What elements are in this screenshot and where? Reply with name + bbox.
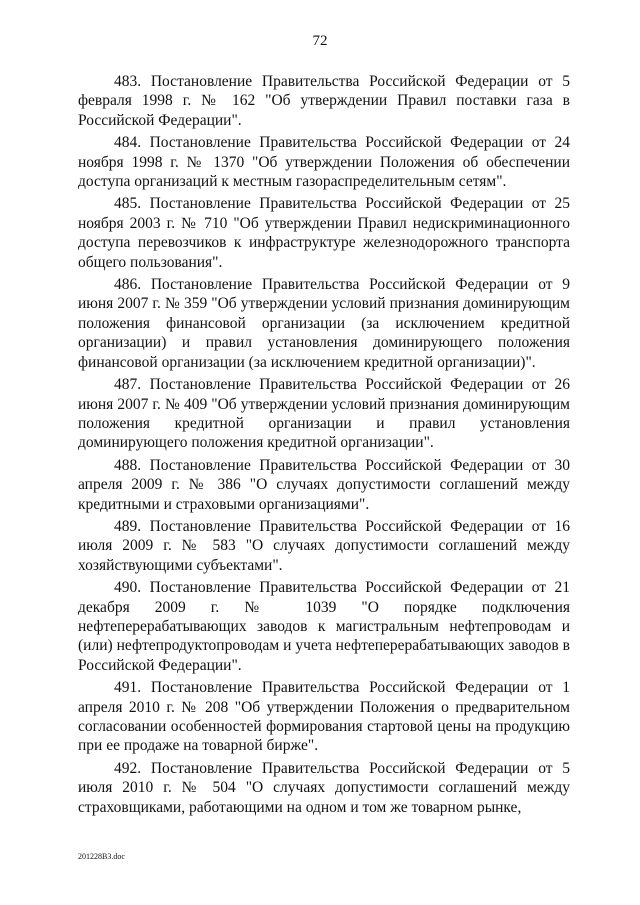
list-item: 491. Постановление Правительства Российской Федерации от 1 апреля 2010 г. № 208 "Об утверждении Положения о предварительном согласовании особенностей формирования стартовой цены на продукцию при ее продаже на товарной бирже". — [78, 679, 570, 755]
list-item: 484. Постановление Правительства Российской Федерации от 24 ноября 1998 г. № 1370 "Об утверждении Положения об обеспечении доступа организаций к местным газораспределительным сетям". — [78, 134, 570, 191]
list-item: 483. Постановление Правительства Российской Федерации от 5 февраля 1998 г. № 162 "Об утверждении Правил поставки газа в Российской Федерации". — [78, 73, 570, 129]
list-item: 485. Постановление Правительства Российской Федерации от 25 ноября 2003 г. № 710 "Об утверждении Правил недискриминационного доступа перевозчиков к инфраструктуре железнодорожного транспорта общего пользования". — [78, 195, 570, 271]
list-item: 488. Постановление Правительства Российской Федерации от 30 апреля 2009 г. № 386 "О случаях допустимости соглашений между кредитными и страховыми организациями". — [78, 456, 570, 513]
document-body — [78, 72, 570, 820]
list-item: 486. Постановление Правительства Российской Федерации от 9 июня 2007 г. № 359 "Об утверждении условий признания доминирующим положения финансовой организации (за исключением кредитной организации) и правил установления доминирующего положения финансовой организации (за исключением кредитной организации)". — [78, 276, 570, 371]
list-item: 490. Постановление Правительства Российской Федерации от 21 декабря 2009 г. № 1039 "О порядке подключения нефтеперерабатывающих заводов к магистральным нефтепроводам и (или) нефтепродуктопроводам и учета нефтеперерабатывающих заводов в Российской Федерации". — [78, 579, 570, 674]
list-item: 487. Постановление Правительства Российской Федерации от 26 июня 2007 г. № 409 "Об утверждении условий признания доминирующим положения кредитной организации и правил установления доминирующего положения кредитной организации". — [78, 376, 570, 452]
page-number: 72 — [312, 33, 328, 49]
document-filename-footer: 201228B3.doc — [78, 852, 125, 861]
list-item: 489. Постановление Правительства Российской Федерации от 16 июля 2009 г. № 583 "О случаях допустимости соглашений между хозяйствующими субъектами". — [78, 517, 570, 574]
list-item: 492. Постановление Правительства Российской Федерации от 5 июля 2010 г. № 504 "О случаях допустимости соглашений между страховщиками, работающими на одном и том же товарном рынке, — [78, 759, 570, 816]
